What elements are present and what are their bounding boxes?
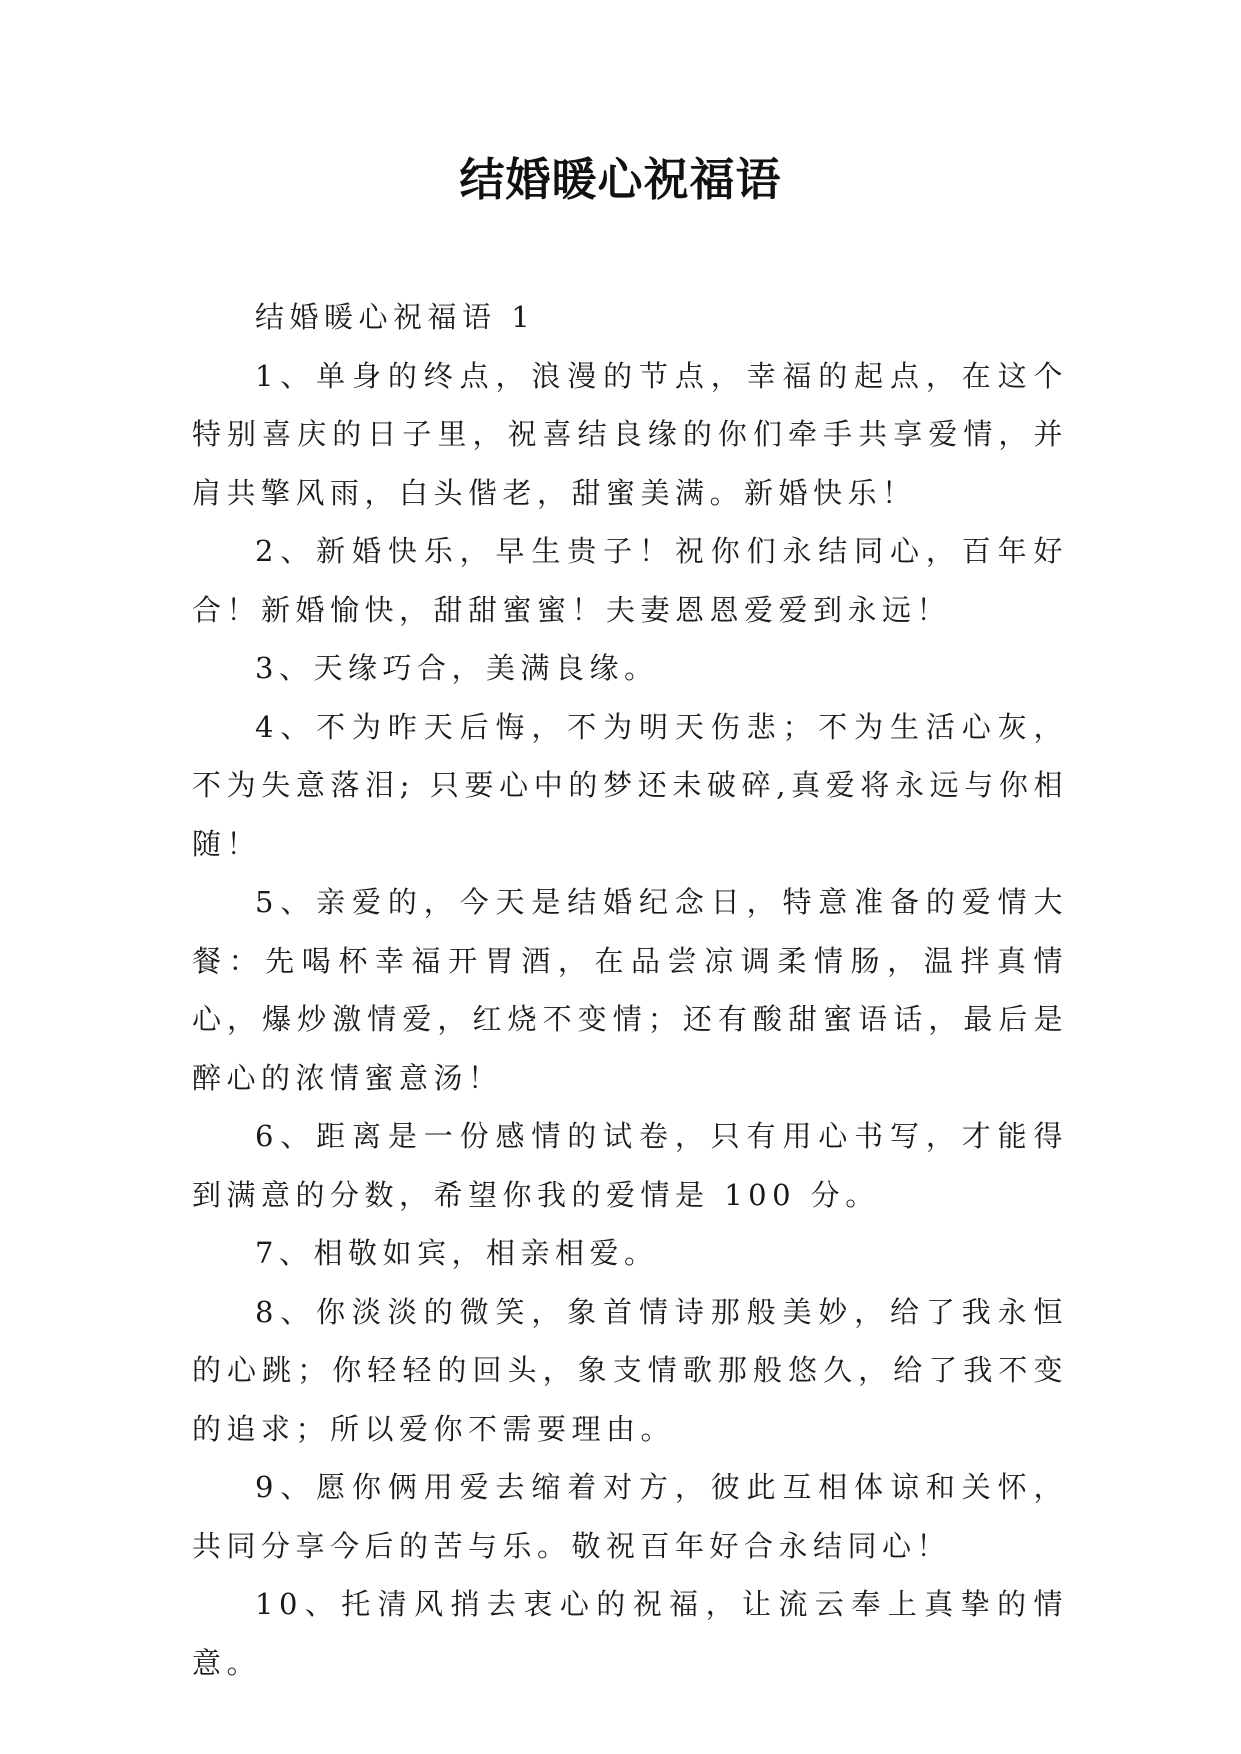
document-title: 结婚暖心祝福语 [459, 153, 782, 206]
paragraph-heading: 结婚暖心祝福语 1 [255, 300, 536, 334]
paragraph-1: 1、单身的终点，浪漫的节点，幸福的起点，在这个特别喜庆的日子里，祝喜结良缘的你们牵手共享爱情，并肩共擎风雨，白头偕老，甜蜜美满。新婚快乐！ [192, 358, 1068, 510]
paragraph-3: 3、天缘巧合，美满良缘。 [255, 651, 659, 685]
paragraph-10: 10、托清风捎去衷心的祝福，让流云奉上真挚的情意。 [192, 1587, 1068, 1680]
paragraph-5: 5、亲爱的，今天是结婚纪念日，特意准备的爱情大餐：先喝杯幸福开胃酒，在品尝凉调柔情肠，温拌真情心，爆炒激情爱，红烧不变情；还有酸甜蜜语话，最后是醉心的浓情蜜意汤！ [192, 885, 1068, 1095]
paragraph-4: 4、不为昨天后悔，不为明天伤悲；不为生活心灰，不为失意落泪; 只要心中的梦还未破碎,真爱将永远与你相随！ [192, 709, 1068, 861]
paragraph-6: 6、距离是一份感情的试卷，只有用心书写，才能得到满意的分数，希望你我的爱情是 100 分。 [192, 1119, 1068, 1212]
paragraph-7: 7、相敬如宾，相亲相爱。 [255, 1236, 659, 1270]
paragraph-2: 2、新婚快乐，早生贵子！祝你们永结同心，百年好合！新婚愉快，甜甜蜜蜜！夫妻恩恩爱爱到永远！ [192, 534, 1068, 627]
document-body [192, 288, 1068, 1692]
paragraph-8: 8、你淡淡的微笑，象首情诗那般美妙，给了我永恒的心跳；你轻轻的回头，象支情歌那般悠久，给了我不变的追求；所以爱你不需要理由。 [192, 1294, 1068, 1446]
paragraph-9: 9、愿你俩用爱去缩着对方，彼此互相体谅和关怀，共同分享今后的苦与乐。敬祝百年好合永结同心！ [192, 1470, 1068, 1563]
